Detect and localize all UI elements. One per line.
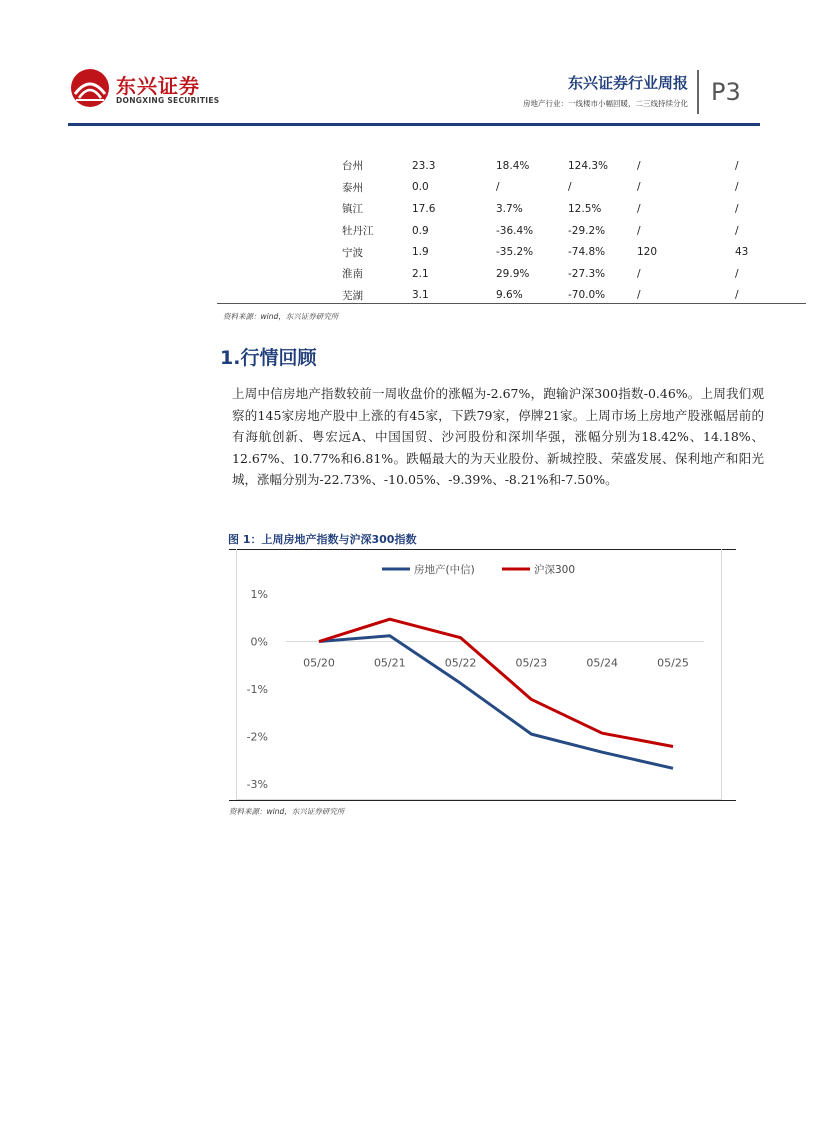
table-cell: -36.4%	[496, 224, 534, 237]
header-divider	[697, 70, 699, 114]
table-cell: /	[568, 181, 572, 194]
table-cell: /	[735, 159, 739, 172]
table-bottom-rule	[217, 303, 806, 304]
y-tick-label: 0%	[250, 635, 268, 649]
section-heading: 1.行情回顾	[220, 347, 317, 369]
logo-english-name: DONGXING SECURITIES	[116, 96, 220, 105]
table-cell: 0.9	[412, 224, 429, 237]
table-cell: -29.2%	[568, 224, 606, 237]
table-cell: -70.0%	[568, 289, 606, 302]
table-cell: /	[496, 181, 500, 194]
y-tick-label: 1%	[250, 588, 268, 601]
logo-chinese-name: 东兴证券	[116, 74, 200, 98]
header-rule	[68, 123, 760, 126]
city-sales-table	[342, 155, 765, 306]
report-subtitle: 房地产行业：一线楼市小幅回暖，二三线持续分化	[523, 99, 688, 108]
line-chart	[236, 550, 720, 799]
figure-bottom-rule	[229, 800, 736, 801]
y-tick-label: -3%	[246, 778, 268, 791]
table-cell-city: 牡丹江	[342, 225, 374, 238]
table-row	[342, 241, 765, 263]
table-cell-city: 芜湖	[342, 289, 363, 302]
page-number: P3	[711, 78, 741, 106]
table-cell: /	[637, 202, 641, 215]
x-tick-label: 05/25	[657, 656, 689, 670]
table-cell: -27.3%	[568, 267, 606, 280]
x-tick-label: 05/22	[444, 656, 477, 670]
table-cell: /	[637, 224, 641, 237]
table-cell-city: 泰州	[342, 181, 363, 194]
table-body	[342, 155, 765, 306]
table-cell: 18.4%	[496, 159, 530, 172]
table-cell: 2.1	[412, 267, 429, 280]
table-row	[342, 198, 765, 220]
table-cell: 1.9	[412, 246, 429, 259]
table-row	[342, 155, 765, 177]
table-cell: 43	[735, 246, 749, 259]
table-cell: 17.6	[412, 202, 436, 215]
figure-caption: 图 1：上周房地产指数与沪深300指数	[228, 533, 417, 546]
x-tick-label: 05/23	[515, 656, 548, 670]
table-cell: 9.6%	[496, 289, 523, 302]
table-cell: /	[637, 181, 641, 194]
table-cell: 120	[637, 246, 658, 259]
x-tick-label: 05/24	[586, 656, 619, 670]
table-cell: /	[735, 224, 739, 237]
table-cell: /	[637, 159, 641, 172]
table-row	[342, 263, 765, 285]
table-cell: 3.7%	[496, 202, 523, 215]
company-logo-icon	[70, 68, 110, 108]
y-tick-label: -1%	[246, 683, 268, 696]
table-cell-city: 台州	[342, 160, 363, 173]
body-paragraph: 上周中信房地产指数较前一周收盘价的涨幅为-2.67%，跑输沪深300指数-0.46%。上周我们观察的145家房地产股中上涨的有45家，下跌79家，停牌21家。上周市场上房地产股涨幅居前的有海航创新、粤宏远A、中国国贸、沙河股份和深圳华强，涨幅分别为18.42%、14.18%、12.67%、10.77%和6.81%。跌幅最大的为天业股份、新城控股、荣盛发展、保利地产和阳光城，涨幅分别为-22.73%、-10.05%、-9.39%、-8.21%和-7.50%。	[232, 386, 764, 488]
table-cell: 3.1	[412, 289, 429, 302]
table-cell: -74.8%	[568, 246, 606, 259]
table-cell-city: 宁波	[342, 246, 363, 259]
table-cell: /	[735, 267, 739, 280]
x-tick-label: 05/21	[373, 656, 406, 670]
figure-source-note: 资料来源：wind，东兴证券研究所	[229, 807, 345, 816]
report-title: 东兴证券行业周报	[567, 74, 688, 92]
table-cell: 0.0	[412, 181, 429, 194]
table-cell: /	[735, 202, 739, 215]
legend-label-1: 沪深300	[534, 564, 576, 576]
table-cell: 23.3	[412, 159, 436, 172]
table-cell-city: 淮南	[342, 268, 363, 281]
table-cell: 29.9%	[496, 267, 530, 280]
table-cell: /	[637, 289, 641, 302]
x-tick-label: 05/20	[303, 656, 335, 670]
table-cell: /	[735, 289, 739, 302]
legend-label-0: 房地产(中信)	[414, 564, 475, 576]
table-cell: 12.5%	[568, 202, 602, 215]
table-cell: /	[637, 267, 641, 280]
table-cell: -35.2%	[496, 246, 534, 259]
table-cell-city: 镇江	[342, 203, 363, 216]
series-line-0	[319, 636, 673, 769]
table-row	[342, 177, 765, 199]
y-tick-label: -2%	[246, 730, 268, 744]
table-cell: 124.3%	[568, 159, 609, 172]
table-cell: /	[735, 181, 739, 194]
table-source-note: 资料来源：wind，东兴证券研究所	[223, 312, 339, 321]
table-row	[342, 220, 765, 242]
